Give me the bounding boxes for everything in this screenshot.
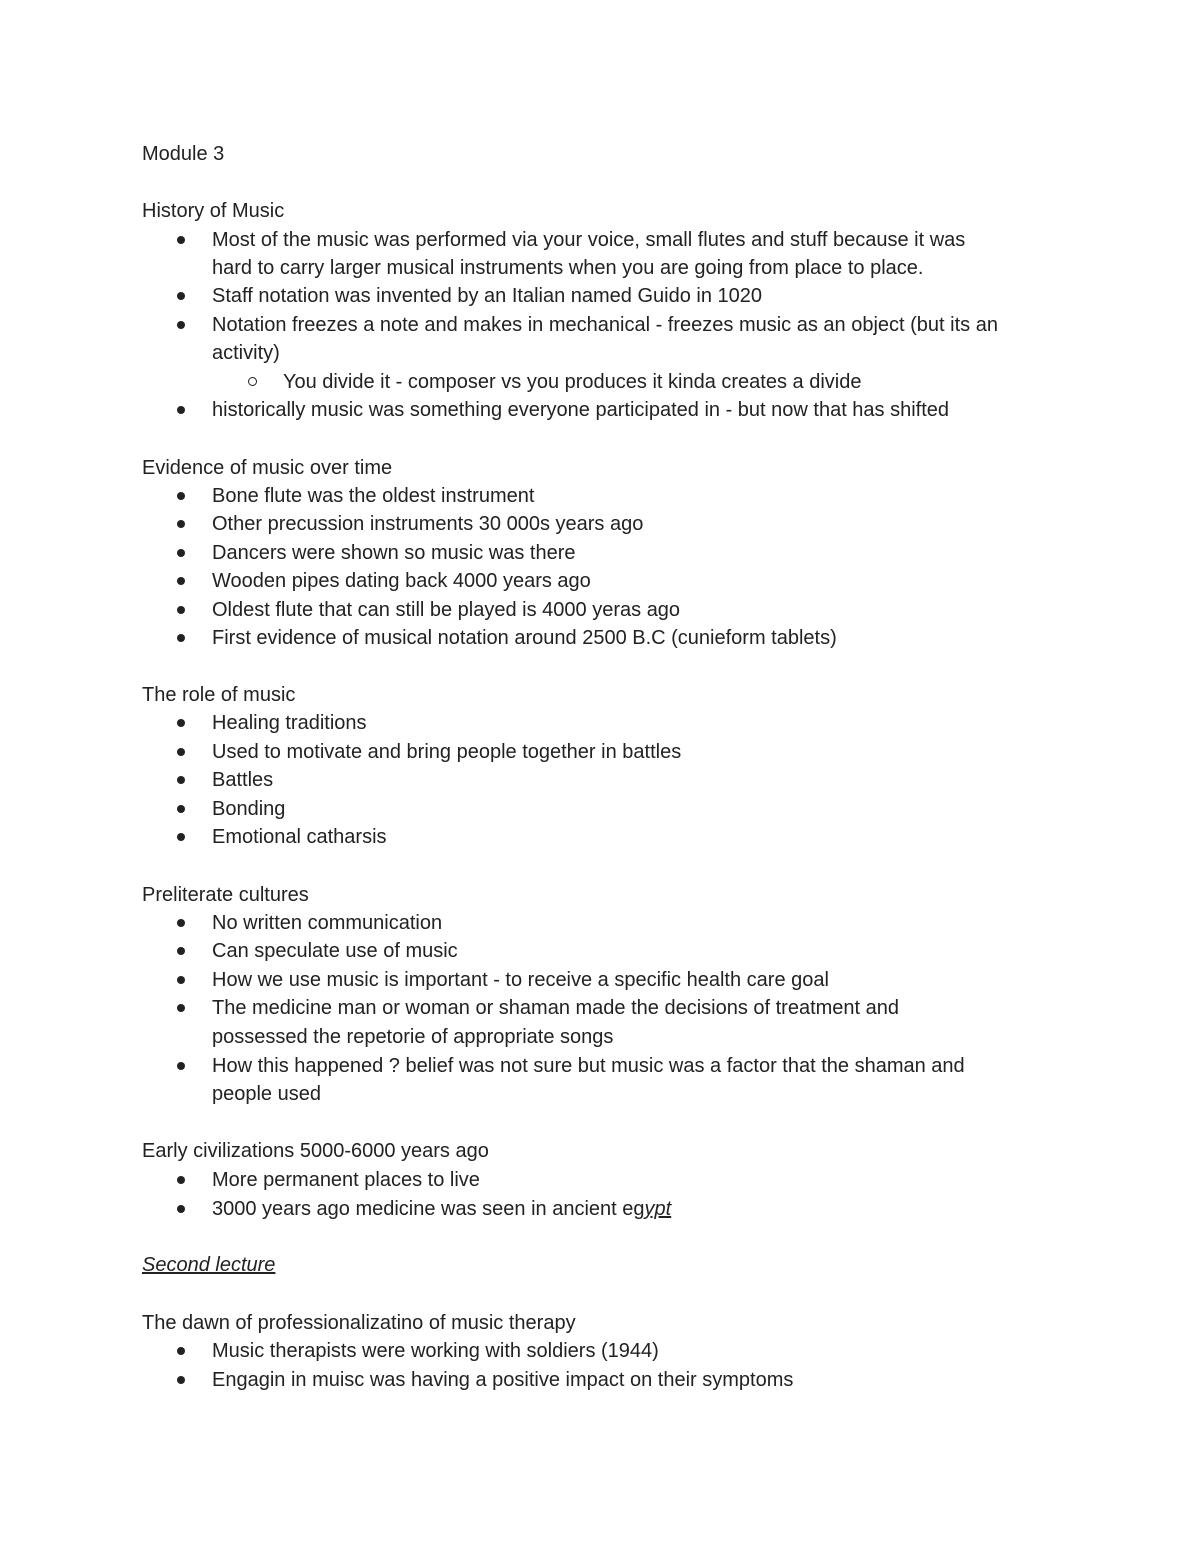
list-item: First evidence of musical notation around 2500 B.C (cunieform tablets): [212, 627, 837, 649]
bullet-icon: [177, 748, 185, 756]
list-item-text: 3000 years ago medicine was seen in ancient eg: [212, 1198, 645, 1220]
bullet-icon: [177, 1376, 185, 1384]
bullet-icon: [177, 520, 185, 528]
list-item: Engagin in muisc was having a positive impact on their symptoms: [212, 1369, 794, 1391]
section-heading: History of Music: [142, 200, 285, 222]
bullet-icon: [177, 606, 185, 614]
bullet-icon: [177, 833, 185, 841]
list-item: No written communication: [212, 912, 443, 934]
bullet-icon: [177, 1205, 185, 1213]
list-item: Can speculate use of music: [212, 940, 458, 962]
misspelled-word-fragment: ypt: [644, 1198, 672, 1220]
section-heading: Early civilizations 5000-6000 years ago: [142, 1140, 489, 1162]
bullet-icon: [177, 292, 185, 300]
list-item: Oldest flute that can still be played is 4000 yeras ago: [212, 599, 681, 621]
list-item: Healing traditions: [212, 712, 367, 734]
list-item: How we use music is important - to receive a specific health care goal: [212, 969, 829, 991]
bullet-icon: [177, 321, 185, 329]
list-item: The medicine man or woman or shaman made the decisions of treatment and: [212, 997, 900, 1019]
list-item: Emotional catharsis: [212, 826, 387, 848]
list-item-continuation: possessed the repetorie of appropriate songs: [212, 1026, 614, 1048]
bullet-icon: [177, 776, 185, 784]
bullet-icon: [177, 577, 185, 585]
bullet-icon: [177, 976, 185, 984]
list-item-continuation: people used: [212, 1083, 321, 1105]
section-heading: Evidence of music over time: [142, 457, 393, 479]
bullet-icon: [177, 947, 185, 955]
list-item: Used to motivate and bring people together in battles: [212, 741, 682, 763]
page-title: Module 3: [142, 143, 225, 165]
list-item: historically music was something everyone participated in - but now that has shifted: [212, 399, 950, 421]
sub-list-item: You divide it - composer vs you produces it kinda creates a divide: [283, 371, 862, 393]
bullet-icon: [177, 236, 185, 244]
bullet-icon: [177, 805, 185, 813]
lecture-heading: Second lecture: [142, 1254, 276, 1276]
bullet-icon: [177, 1176, 185, 1184]
list-item: Music therapists were working with soldiers (1944): [212, 1340, 659, 1362]
section-heading: The role of music: [142, 684, 296, 706]
bullet-icon: [177, 1347, 185, 1355]
bullet-icon: [177, 1004, 185, 1012]
bullet-icon: [177, 549, 185, 557]
list-item: Bonding: [212, 798, 286, 820]
bullet-icon: [177, 406, 185, 414]
sub-bullet-icon: [248, 377, 257, 386]
section-heading: The dawn of professionalizatino of music therapy: [142, 1312, 576, 1334]
list-item: Battles: [212, 769, 274, 791]
bullet-icon: [177, 1062, 185, 1070]
list-item: Dancers were shown so music was there: [212, 542, 576, 564]
list-item: How this happened ? belief was not sure but music was a factor that the shaman and: [212, 1055, 965, 1077]
list-item: [212, 1195, 671, 1223]
section-heading: Preliterate cultures: [142, 884, 309, 906]
bullet-icon: [177, 719, 185, 727]
list-item: More permanent places to live: [212, 1169, 480, 1191]
list-item: Other precussion instruments 30 000s years ago: [212, 513, 644, 535]
bullet-icon: [177, 634, 185, 642]
bullet-icon: [177, 919, 185, 927]
list-item: Most of the music was performed via your voice, small flutes and stuff because it was: [212, 229, 966, 251]
list-item-continuation: activity): [212, 342, 280, 364]
bullet-icon: [177, 492, 185, 500]
list-item: Notation freezes a note and makes in mechanical - freezes music as an object (but its an: [212, 314, 998, 336]
list-item: Wooden pipes dating back 4000 years ago: [212, 570, 591, 592]
list-item: Bone flute was the oldest instrument: [212, 485, 535, 507]
list-item: Staff notation was invented by an Italian named Guido in 1020: [212, 285, 763, 307]
list-item-continuation: hard to carry larger musical instruments when you are going from place to place.: [212, 257, 924, 279]
